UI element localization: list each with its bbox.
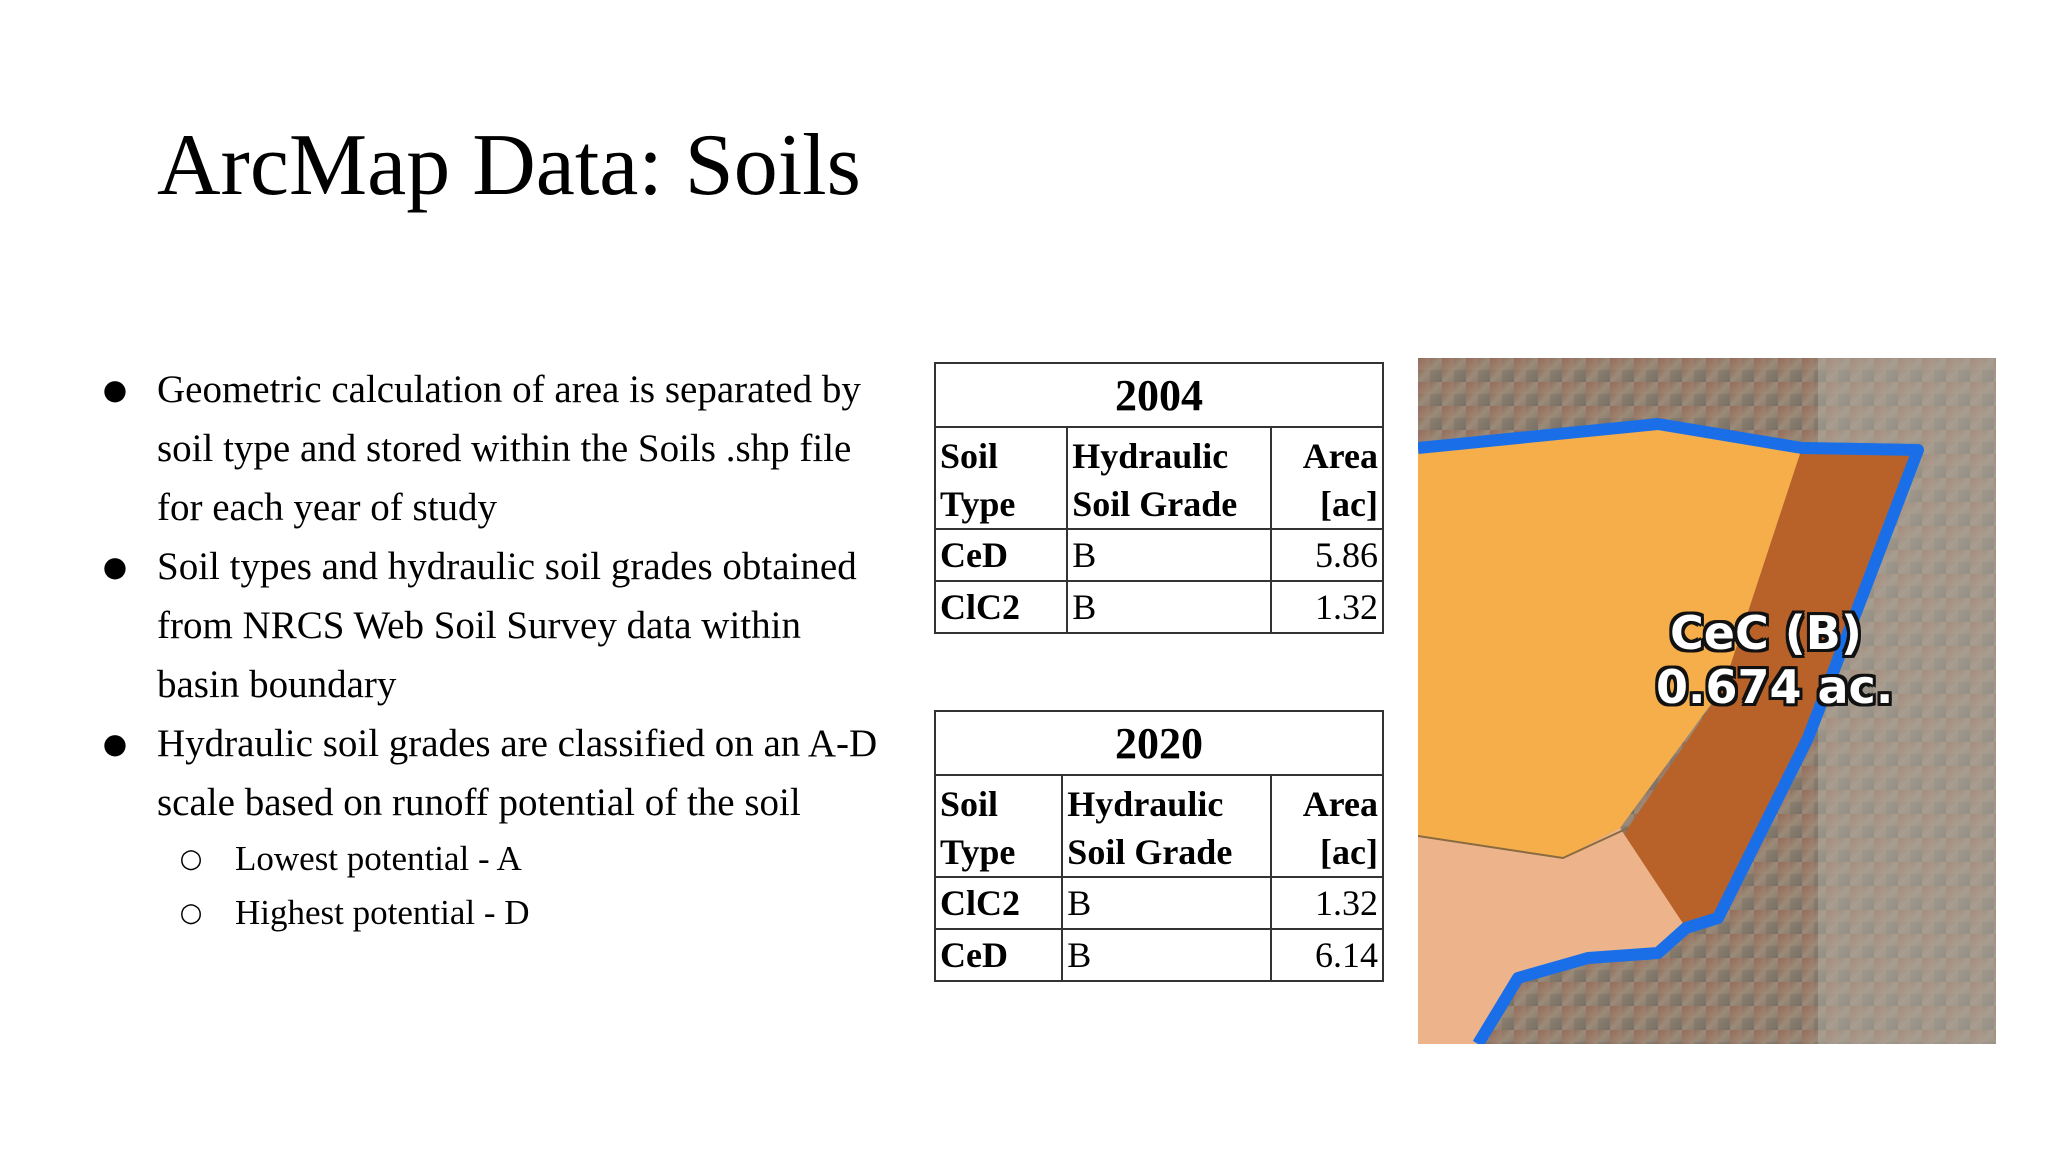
soil-table-2020 (934, 710, 1384, 982)
soil-table-2004 (934, 362, 1384, 634)
cell-soil-type: ClC2 (935, 877, 1062, 929)
bullet-text: Soil types and hydraulic soil grades obtained from NRCS Web Soil Survey data within basin boundary (157, 545, 857, 706)
map-zone-area-label: 0.674 ac. (1656, 660, 1894, 714)
header-area: Area [ac] (1271, 427, 1384, 529)
header-area: Area [ac] (1271, 775, 1384, 877)
soil-map-image (1418, 358, 1996, 1044)
sub-bullet-item (100, 886, 890, 940)
bullet-list (100, 360, 890, 940)
table-row (935, 929, 1383, 981)
cell-area: 5.86 (1271, 529, 1384, 581)
bullet-dot-icon: ● (102, 550, 128, 583)
cell-soil-type: CeD (935, 929, 1062, 981)
cell-grade: B (1067, 529, 1270, 581)
cell-soil-type: ClC2 (935, 581, 1067, 633)
cell-area: 1.32 (1271, 581, 1384, 633)
header-hydraulic-grade: Hydraulic Soil Grade (1067, 427, 1270, 529)
bullet-dot-icon: ● (102, 727, 128, 760)
map-zone-label: CeC (B) (1670, 606, 1862, 660)
cell-area: 6.14 (1271, 929, 1384, 981)
bullet-ring-icon: ○ (179, 898, 203, 928)
cell-soil-type: CeD (935, 529, 1067, 581)
table-row (935, 529, 1383, 581)
header-hydraulic-grade: Hydraulic Soil Grade (1062, 775, 1270, 877)
header-soil-type: Soil Type (935, 427, 1067, 529)
cell-grade: B (1062, 929, 1270, 981)
table-row (935, 877, 1383, 929)
cell-grade: B (1062, 877, 1270, 929)
table-header-row (935, 427, 1383, 529)
table-row (935, 581, 1383, 633)
table-year: 2004 (935, 363, 1383, 427)
bullet-text: Geometric calculation of area is separated by soil type and stored within the Soils .shp file for each year of study (157, 368, 861, 529)
bullet-ring-icon: ○ (179, 844, 203, 874)
slide-title: ArcMap Data: Soils (157, 117, 861, 214)
bullet-item (100, 714, 890, 832)
sub-bullet-item (100, 832, 890, 886)
bullet-item (100, 360, 890, 537)
bullet-item (100, 537, 890, 714)
table-year: 2020 (935, 711, 1383, 775)
cell-area: 1.32 (1271, 877, 1384, 929)
table-header-row (935, 775, 1383, 877)
bullet-dot-icon: ● (102, 373, 128, 406)
sub-bullet-text: Highest potential - D (235, 893, 530, 932)
bullet-text: Hydraulic soil grades are classified on an A-D scale based on runoff potential of the soil (157, 722, 878, 824)
sub-bullet-text: Lowest potential - A (235, 839, 522, 878)
header-soil-type: Soil Type (935, 775, 1062, 877)
cell-grade: B (1067, 581, 1270, 633)
